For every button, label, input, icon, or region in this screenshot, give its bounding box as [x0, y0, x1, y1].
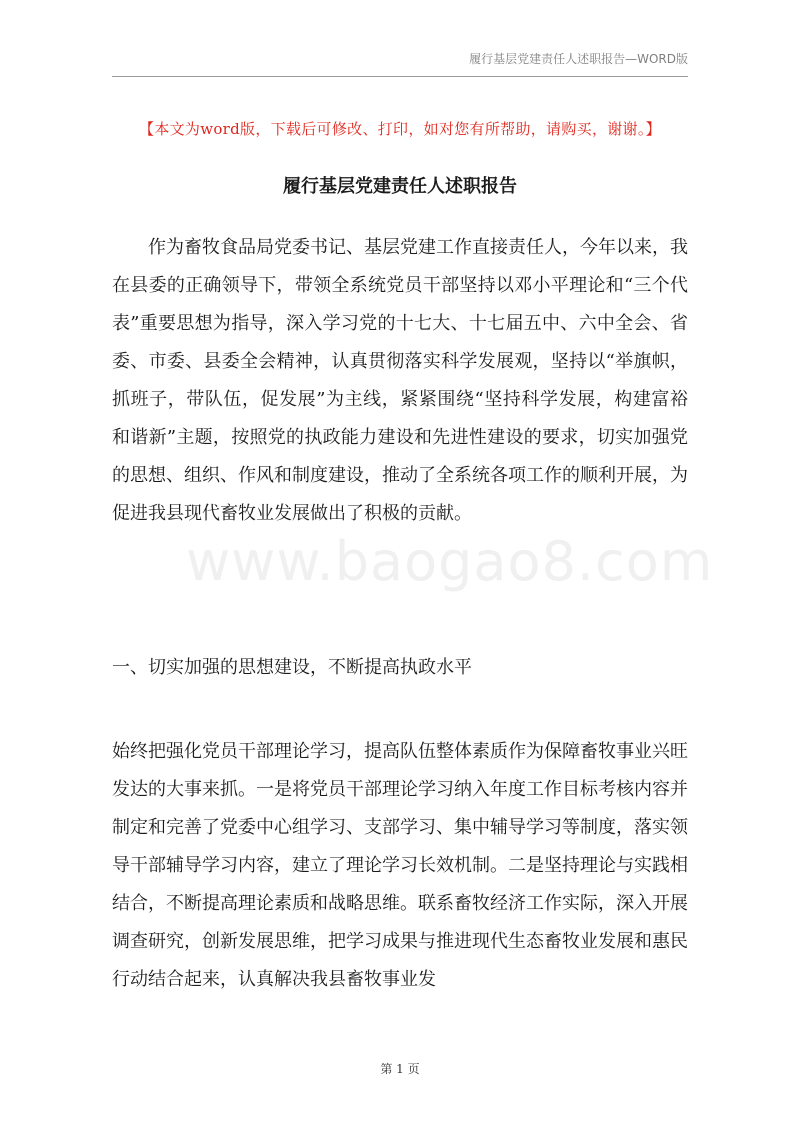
header-divider	[112, 76, 688, 77]
intro-paragraph: 作为畜牧食品局党委书记、基层党建工作直接责任人，今年以来，我在县委的正确领导下，带领全系统党员干部坚持以邓小平理论和“三个代表”重要思想为指导，深入学习党的十七大、十七届五中、六中全会、省委、市委、县委全会精神，认真贯彻落实科学发展观，坚持以“举旗帜，抓班子，带队伍，促发展”为主线，紧紧围绕“坚持科学发展，构建富裕和谐新”主题，按照党的执政能力建设和先进性建设的要求，切实加强党的思想、组织、作风和制度建设，推动了全系统各项工作的顺利开展，为促进我县现代畜牧业发展做出了积极的贡献。	[112, 237, 688, 524]
section-heading: 一、切实加强的思想建设，不断提高执政水平	[112, 657, 472, 678]
purchase-notice: 【本文为word版，下载后可修改、打印，如对您有所帮助，请购买，谢谢。】	[139, 120, 661, 138]
watermark: www.baogao8.com	[186, 530, 714, 593]
document-title: 履行基层党建责任人述职报告	[283, 176, 517, 197]
page-number: 第 1 页	[380, 1062, 420, 1076]
running-header: 履行基层党建责任人述职报告—WORD版	[469, 52, 688, 66]
section-paragraph: 始终把强化党员干部理论学习，提高队伍整体素质作为保障畜牧事业兴旺发达的大事来抓。一是将党员干部理论学习纳入年度工作目标考核内容并制定和完善了党委中心组学习、支部学习、集中辅导学习等制度，落实领导干部辅导学习内容，建立了理论学习长效机制。二是坚持理论与实践相结合，不断提高理论素质和战略思维。联系畜牧经济工作实际，深入开展调查研究，创新发展思维，把学习成果与推进现代生态畜牧业发展和惠民行动结合起来，认真解决我县畜牧事业发	[112, 741, 688, 990]
